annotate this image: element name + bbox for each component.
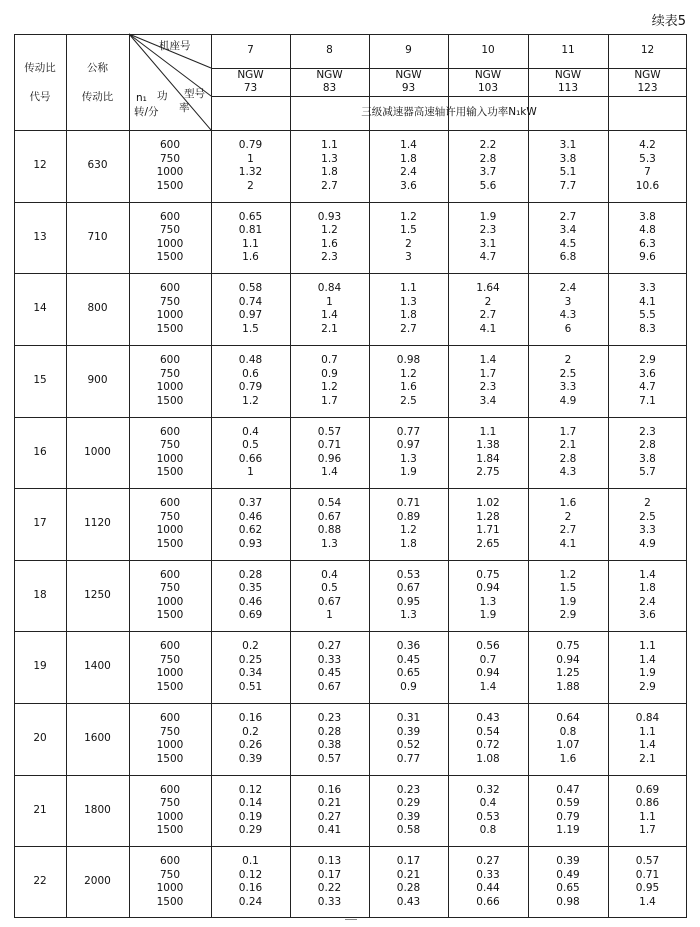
power-values: 0.79 1 1.32 2 (238, 139, 263, 192)
power-values: 1.7 2.1 2.8 4.3 (559, 425, 577, 478)
frame-number-label: 机座号 (159, 40, 191, 52)
power-values: 0.47 0.59 0.79 1.19 (556, 783, 580, 836)
power-values: 0.84 1 1.4 2.1 (317, 282, 342, 335)
nominal-ratio: 710 (87, 230, 108, 243)
ratio-code: 16 (33, 445, 47, 458)
power-values: 0.17 0.21 0.28 0.43 (396, 855, 421, 908)
speed-values: 600 750 1000 1500 (156, 210, 184, 263)
power-values: 1.64 2 2.7 4.1 (476, 282, 500, 335)
frame-number-8: 8 (326, 44, 333, 57)
power-values: 0.58 0.74 0.97 1.5 (238, 282, 263, 335)
nominal-ratio: 1000 (84, 445, 111, 458)
ratio-code: 18 (33, 588, 47, 601)
code-header-line1: 传动比 (24, 62, 56, 75)
power-values: 1.4 1.8 2.4 3.6 (639, 568, 656, 621)
ratio-code: 12 (33, 159, 47, 172)
nominal-ratio: 1120 (84, 517, 111, 530)
power-values: 2.2 2.8 3.7 5.6 (479, 139, 497, 192)
nominal-ratio: 1800 (84, 803, 111, 816)
power-values: 1.02 1.28 1.71 2.65 (476, 497, 500, 550)
nominal-ratio: 1250 (84, 588, 111, 601)
power-values: 0.75 0.94 1.25 1.88 (556, 640, 580, 693)
nominal-ratio: 1600 (84, 732, 111, 745)
frame-number-9: 9 (405, 44, 412, 57)
ratio-code: 21 (33, 803, 47, 816)
power-values: 0.16 0.21 0.27 0.41 (317, 783, 342, 836)
power-values: 0.4 0.5 0.66 1 (238, 425, 263, 478)
power-values: 0.27 0.33 0.45 0.67 (317, 640, 342, 693)
speed-values: 600 750 1000 1500 (156, 425, 184, 478)
power-values: 0.57 0.71 0.95 1.4 (635, 855, 660, 908)
speed-n1-label: n₁ (136, 92, 147, 104)
nominal-ratio-header-line1: 公称 (87, 62, 108, 75)
ratio-code: 13 (33, 230, 47, 243)
frame-number-7: 7 (247, 44, 254, 57)
power-values: 2 2.5 3.3 4.9 (559, 354, 577, 407)
power-values: 0.53 0.67 0.95 1.3 (396, 568, 421, 621)
power-values: 0.65 0.81 1.1 1.6 (238, 210, 263, 263)
power-values: 2.9 3.6 4.7 7.1 (639, 354, 656, 407)
speed-values: 600 750 1000 1500 (156, 354, 184, 407)
power-values: 0.56 0.7 0.94 1.4 (476, 640, 500, 693)
power-values: 0.57 0.71 0.96 1.4 (317, 425, 342, 478)
ratio-code: 20 (33, 732, 47, 745)
ratio-code: 15 (33, 374, 47, 387)
power-values: 1.1 1.3 1.8 2.7 (400, 282, 417, 335)
power-values: 2.7 3.4 4.5 6.8 (559, 210, 577, 263)
power-values: 0.98 1.2 1.6 2.5 (396, 354, 421, 407)
power-rating-table (14, 34, 687, 918)
power-values: 1.4 1.7 2.3 3.4 (479, 354, 497, 407)
power-values: 0.77 0.97 1.3 1.9 (396, 425, 421, 478)
speed-values: 600 750 1000 1500 (156, 855, 184, 908)
power-values: 0.75 0.94 1.3 1.9 (476, 568, 500, 621)
power-values: 0.48 0.6 0.79 1.2 (238, 354, 263, 407)
power-values: 4.2 5.3 7 10.6 (635, 139, 660, 192)
power-title: 三级减速器高速轴许用输入功率N₁kW (361, 106, 537, 119)
ratio-code: 22 (33, 875, 47, 888)
power-values: 1.1 1.38 1.84 2.75 (476, 425, 500, 478)
power-values: 0.69 0.86 1.1 1.7 (635, 783, 660, 836)
power-values: 1.1 1.3 1.8 2.7 (321, 139, 338, 192)
frame-number-10: 10 (481, 44, 495, 57)
nominal-ratio-header-line2: 传动比 (81, 91, 114, 104)
power-values: 0.16 0.2 0.26 0.39 (238, 712, 263, 765)
power-values: 0.4 0.5 0.67 1 (317, 568, 342, 621)
model-ngw-7: NGW 73 (237, 68, 264, 94)
power-values: 3.3 4.1 5.5 8.3 (639, 282, 656, 335)
model-label: 型号 (184, 88, 205, 100)
nominal-ratio: 630 (87, 159, 108, 172)
speed-values: 600 750 1000 1500 (156, 783, 184, 836)
speed-values: 600 750 1000 1500 (156, 497, 184, 550)
power-values: 1.1 1.4 1.9 2.9 (639, 640, 656, 693)
power-values: 2.4 3 4.3 6 (559, 282, 577, 335)
power-values: 0.28 0.35 0.46 0.69 (238, 568, 263, 621)
nominal-ratio: 800 (87, 302, 108, 315)
nominal-ratio: 900 (87, 374, 108, 387)
power-values: 1.6 2 2.7 4.1 (559, 497, 577, 550)
power-values: 0.32 0.4 0.53 0.8 (476, 783, 500, 836)
model-ngw-10: NGW 103 (474, 68, 502, 94)
model-ngw-11: NGW 113 (554, 68, 582, 94)
ratio-code: 14 (33, 302, 47, 315)
power-values: 0.31 0.39 0.52 0.77 (396, 712, 421, 765)
power-values: 0.23 0.29 0.39 0.58 (396, 783, 421, 836)
model-ngw-8: NGW 83 (316, 68, 343, 94)
power-values: 1.4 1.8 2.4 3.6 (400, 139, 417, 192)
nominal-ratio: 2000 (84, 875, 111, 888)
speed-values: 600 750 1000 1500 (156, 568, 184, 621)
code-header-line2: 代号 (29, 91, 51, 104)
power-values: 0.64 0.8 1.07 1.6 (556, 712, 580, 765)
power-label-char1: 功 (157, 90, 168, 102)
ratio-code: 17 (33, 517, 47, 530)
power-values: 0.2 0.25 0.34 0.51 (238, 640, 263, 693)
power-values: 0.39 0.49 0.65 0.98 (556, 855, 580, 908)
power-values: 1.2 1.5 1.9 2.9 (559, 568, 577, 621)
power-values: 2.3 2.8 3.8 5.7 (639, 425, 656, 478)
ratio-code: 19 (33, 660, 47, 673)
power-values: 3.1 3.8 5.1 7.7 (559, 139, 577, 192)
power-values: 0.84 1.1 1.4 2.1 (635, 712, 660, 765)
model-ngw-9: NGW 93 (395, 68, 422, 94)
power-label-char2: 率 (179, 102, 190, 114)
speed-values: 600 750 1000 1500 (156, 712, 184, 765)
model-ngw-12: NGW 123 (634, 68, 661, 94)
power-values: 0.7 0.9 1.2 1.7 (321, 354, 338, 407)
power-values: 0.1 0.12 0.16 0.24 (238, 855, 263, 908)
power-values: 0.36 0.45 0.65 0.9 (396, 640, 421, 693)
continued-table-label: 续表5 (651, 14, 686, 29)
speed-values: 600 750 1000 1500 (156, 282, 184, 335)
power-values: 0.71 0.89 1.2 1.8 (396, 497, 421, 550)
speed-values: 600 750 1000 1500 (156, 640, 184, 693)
power-values: 0.12 0.14 0.19 0.29 (238, 783, 263, 836)
nominal-ratio: 1400 (84, 660, 111, 673)
power-values: 0.43 0.54 0.72 1.08 (476, 712, 500, 765)
speed-values: 600 750 1000 1500 (156, 139, 184, 192)
speed-unit-label: 转/分 (134, 106, 159, 118)
power-values: 2 2.5 3.3 4.9 (639, 497, 656, 550)
page-footer-mark (345, 919, 357, 920)
frame-number-12: 12 (640, 44, 655, 57)
power-values: 1.9 2.3 3.1 4.7 (479, 210, 497, 263)
power-values: 0.23 0.28 0.38 0.57 (317, 712, 342, 765)
power-values: 0.54 0.67 0.88 1.3 (317, 497, 342, 550)
power-values: 0.93 1.2 1.6 2.3 (317, 210, 342, 263)
power-values: 1.2 1.5 2 3 (400, 210, 417, 263)
power-values: 0.13 0.17 0.22 0.33 (317, 855, 342, 908)
frame-number-11: 11 (561, 44, 575, 57)
power-values: 0.27 0.33 0.44 0.66 (476, 855, 500, 908)
power-values: 0.37 0.46 0.62 0.93 (238, 497, 263, 550)
power-values: 3.8 4.8 6.3 9.6 (639, 210, 656, 263)
